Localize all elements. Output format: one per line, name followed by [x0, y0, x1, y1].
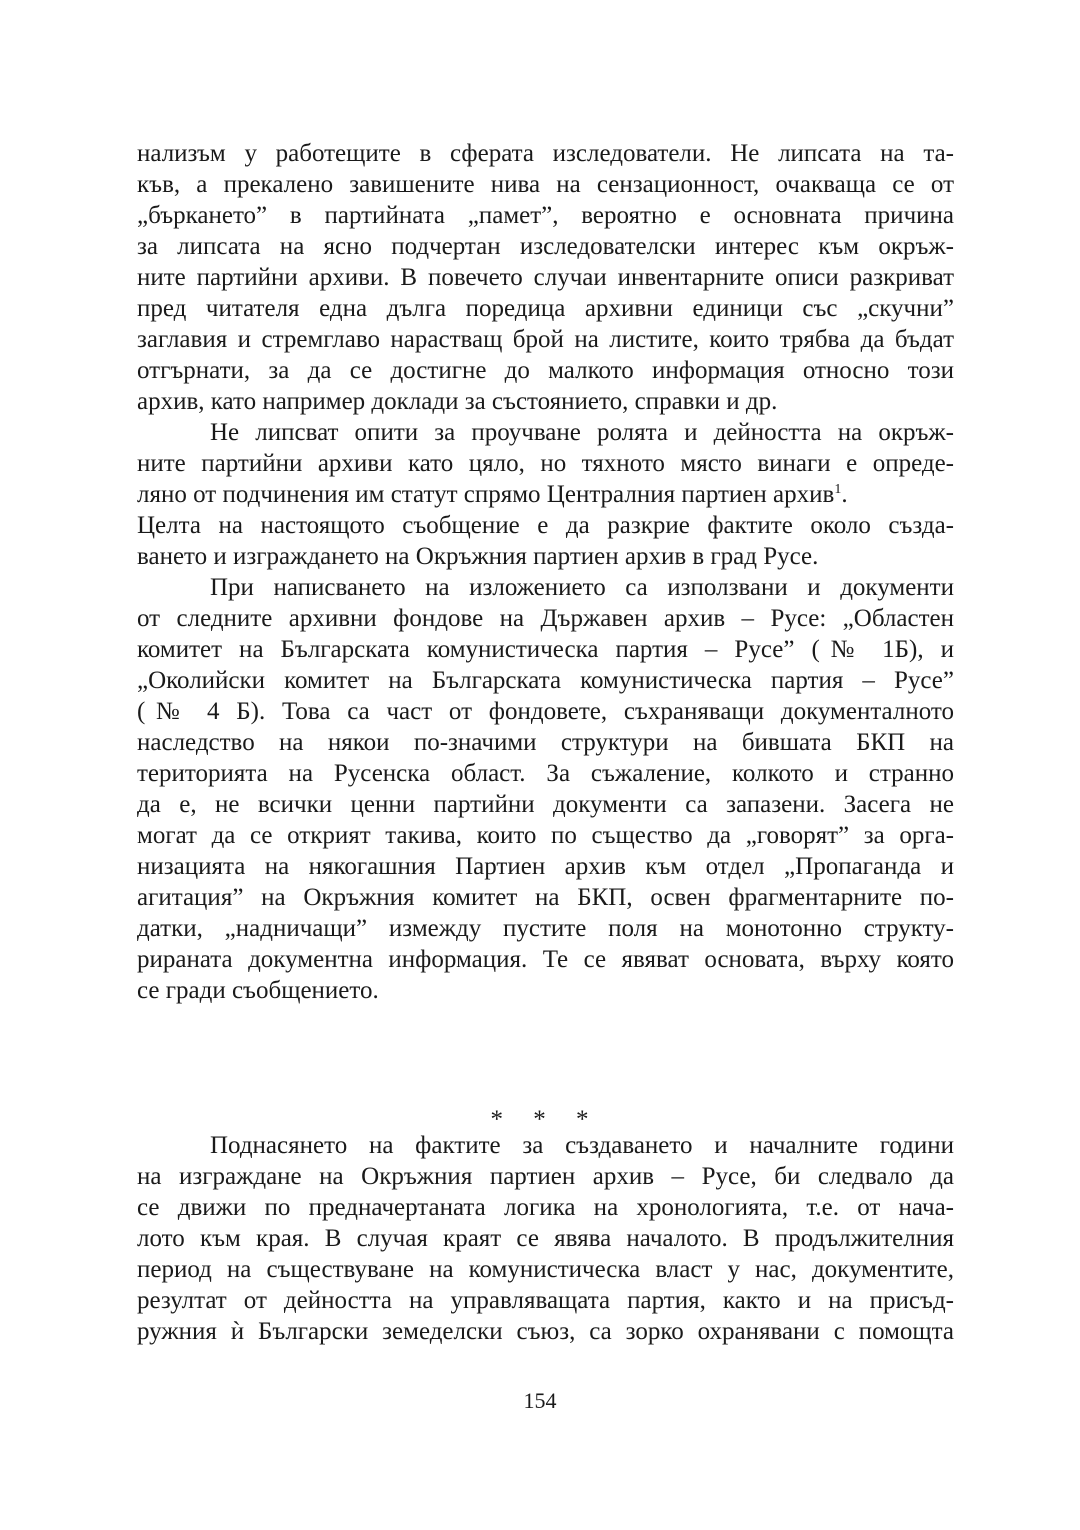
text-line: период на съществуване на комунистическа власт у нас, документите, — [137, 1256, 954, 1283]
section-separator: * * * — [490, 1106, 601, 1133]
paragraph — [137, 572, 954, 1006]
text-line: рираната документна информация. Те се явяват основата, върху която — [137, 946, 954, 973]
text-line: отгърнати, за да се достигне до малкото информация относно този — [137, 357, 954, 384]
text-line: агитация” на Окръжния комитет на БКП, освен фрагментарните по- — [137, 884, 954, 911]
text-line: архив, като например доклади за състоянието, справки и др. — [137, 388, 778, 415]
line-punctuation: . — [841, 481, 848, 508]
text-line: датки, „надничащи” измежду пустите поля на монотонно структу- — [137, 915, 954, 942]
paragraph — [137, 417, 954, 572]
footnote-reference[interactable]: 1 — [834, 482, 842, 497]
text-line: пред читателя една дълга поредица архивни единици със „скучни” — [137, 295, 954, 322]
text-line: ването и изграждането на Окръжния партиен архив в град Русе. — [137, 543, 819, 570]
text-line: наследство на някои по-значими структури на бившата БКП на — [137, 729, 954, 756]
text-line: ружния ѝ Български земеделски съюз, са зорко охранявани с помощта — [137, 1318, 954, 1345]
paragraph — [137, 1130, 954, 1347]
text-line: могат да се открият такива, които по същество да „говорят” за орга- — [137, 822, 954, 849]
text-line — [137, 479, 954, 510]
text-line: заглавия и стремглаво нарастващ брой на листите, които трябва да бъдат — [137, 326, 954, 353]
text-line: Не липсват опити за проучване ролята и дейността на окръж- — [210, 419, 954, 446]
text-line: на изграждане на Окръжния партиен архив – Русе, би следвало да — [137, 1163, 954, 1190]
text-line: територията на Русенска област. За съжаление, колкото и странно — [137, 760, 954, 787]
text-line: се гради съобщението. — [137, 977, 379, 1004]
text-line: резултат от дейността на управляващата партия, както и на присъд- — [137, 1287, 954, 1314]
line-text: ляно от подчинения им статут спрямо Централния партиен архив — [137, 481, 835, 508]
text-line: ните партийни архиви като цяло, но тяхното място винаги е опреде- — [137, 450, 954, 477]
text-line: за липсата на ясно подчертан изследователски интерес към окръж- — [137, 233, 954, 260]
text-line: лото към края. В случая краят се явява началото. В продължителния — [137, 1225, 954, 1252]
text-line: Поднасянето на фактите за създаването и началните години — [210, 1132, 954, 1159]
text-line: При написването на изложението са използвани и документи — [210, 574, 954, 601]
page-body — [137, 138, 954, 1345]
text-line: да е, не всички ценни партийни документи са запазени. Засега не — [137, 791, 954, 818]
text-line: (№ 4 Б). Това са част от фондовете, съхраняващи документалното — [137, 698, 954, 725]
text-line: комитет на Българската комунистическа партия – Русе” (№ 1Б), и — [137, 636, 954, 663]
text-line: „бъркането” в партийната „памет”, вероятно е основната причина — [137, 202, 954, 229]
text-line: се движи по предначертаната логика на хронологията, т.е. от нача- — [137, 1194, 954, 1221]
paragraph — [137, 138, 954, 417]
text-line: „Околийски комитет на Българската комунистическа партия – Русе” — [137, 667, 954, 694]
text-line: нализъм у работещите в сферата изследователи. Не липсата на та- — [137, 140, 954, 167]
text-line: Целта на настоящото съобщение е да разкрие фактите около създа- — [137, 512, 954, 539]
text-line: низацията на някогашния Партиен архив към отдел „Пропаганда и — [137, 853, 954, 880]
text-line: от следните архивни фондове на Държавен архив – Русе: „Областен — [137, 605, 954, 632]
page-number: 154 — [523, 1388, 557, 1413]
text-line: къв, а прекалено завишените нива на сензационност, очакваща се от — [137, 171, 954, 198]
text-line: ните партийни архиви. В повечето случаи инвентарните описи разкриват — [137, 264, 954, 291]
